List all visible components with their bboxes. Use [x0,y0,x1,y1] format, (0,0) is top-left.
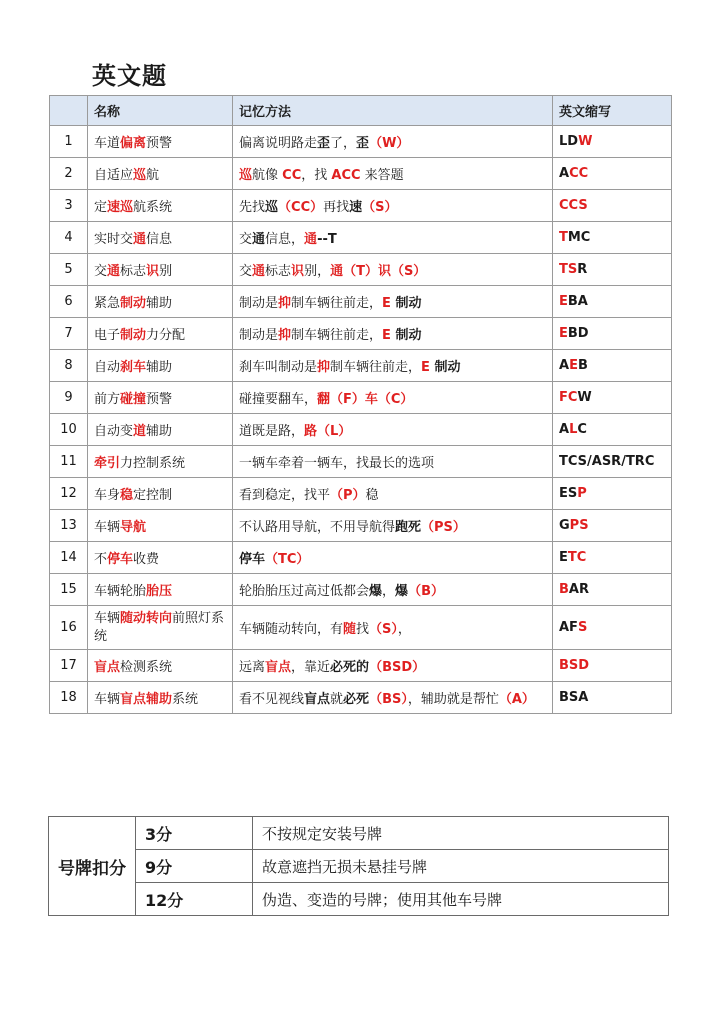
text-run: L [569,422,578,437]
text-run: （TC） [265,552,310,567]
memory-method-cell [233,446,553,478]
text-run: TCS/ASR/TRC [559,454,655,469]
text-run: 电子 [94,328,121,343]
name-cell [88,478,233,510]
text-run: BA [567,294,588,309]
text-run: 随动转向 [120,610,173,626]
abbreviation-cell [553,510,672,542]
text-run: 车辆 [94,610,121,626]
text-run: 自动变 [94,424,134,439]
text-run: BD [567,326,589,341]
table-row [49,817,669,850]
text-run: 制动 [429,360,461,375]
text-run: 必死 [343,692,370,707]
text-run: 自适应 [94,168,134,183]
text-run: R [577,262,588,277]
text-run: 定控制 [133,488,173,503]
table-row [50,350,672,382]
text-run: 盲点辅助 [120,692,173,707]
text-run: 稳 [365,488,379,503]
abbreviation-cell [553,478,672,510]
text-run: 制动 [390,328,422,343]
name-cell [88,190,233,222]
table-row [50,414,672,446]
name-cell [88,574,233,606]
name-cell [88,606,233,650]
text-run: 车辆 [94,692,121,707]
name-cell [88,414,233,446]
text-run: （BS） [369,692,408,707]
text-run: MC [567,230,591,245]
abbreviation-cell [553,650,672,682]
text-run: 系统 [172,692,199,707]
text-run: （A） [498,692,535,707]
abbreviation-cell [553,286,672,318]
abbreviation-cell [553,606,672,650]
text-run: W [577,390,592,405]
table-row [50,574,672,606]
desc-cell: 伪造、变造的号牌；使用其他车号牌 [253,883,669,916]
row-number: 18 [50,682,88,714]
memory-method-cell [233,286,553,318]
text-run: E [382,328,391,343]
text-run: 就 [330,692,344,707]
text-run: 盲点 [94,660,121,675]
name-cell [88,286,233,318]
table-row [50,446,672,478]
text-run: 轮胎胎压过高过低都会 [239,584,370,599]
text-run: 通 [252,232,266,247]
name-cell [88,350,233,382]
row-number: 3 [50,190,88,222]
text-run: 预警 [146,392,173,407]
text-run: 巡 [239,168,253,183]
row-number: 7 [50,318,88,350]
table-row [50,222,672,254]
text-run: 交 [94,264,108,279]
text-run: 碰撞要翻车， [239,392,318,407]
abbreviation-cell [553,190,672,222]
memory-method-cell [233,350,553,382]
desc-cell: 故意遮挡无损未悬挂号牌 [253,850,669,883]
text-run: （PS） [421,520,466,535]
text-run: CCS [559,198,588,213]
text-run: 巡 [133,168,147,183]
memory-method-cell [233,318,553,350]
text-run: 紧急 [94,296,121,311]
plate-category: 号牌扣分 [49,817,136,916]
abbreviation-cell [553,446,672,478]
table-row [50,650,672,682]
table-row [49,850,669,883]
acronym-table [49,95,672,714]
name-cell [88,542,233,574]
abbreviation-cell [553,254,672,286]
text-run: 前照灯系统 [94,610,225,644]
text-run: 实时交 [94,232,134,247]
text-run: 远离 [239,660,266,675]
text-run: FC [559,390,578,405]
text-run: 偏离说明路走 [239,136,318,151]
name-cell [88,510,233,542]
text-run: 制动 [120,328,147,343]
text-run: AF [559,620,578,635]
abbreviation-cell [553,682,672,714]
text-run: 制车辆往前走， [291,328,383,343]
memory-method-cell [233,478,553,510]
text-run: 道既是路， [239,424,305,439]
text-run: BSD [559,658,590,673]
text-run: 刹车叫制动是 [239,360,318,375]
text-run: CC [282,168,302,183]
text-run: 来答题 [360,168,404,183]
text-run: 力分配 [146,328,186,343]
text-run: B [559,582,569,597]
text-run: 道 [133,424,147,439]
abbreviation-cell [553,414,672,446]
memory-method-cell [233,606,553,650]
text-run: E [559,550,568,565]
header-name: 名称 [88,96,233,126]
text-run: 通 [252,264,266,279]
text-run: 看到稳定，找平 [239,488,331,503]
text-run: CC [569,166,589,181]
text-run: 牵引 [94,456,121,471]
memory-method-cell [233,126,553,158]
name-cell [88,682,233,714]
table-row [50,254,672,286]
text-run: 识 [291,264,305,279]
text-run: ，辅助就是帮忙 [407,692,499,707]
text-run: 抑 [317,360,331,375]
memory-method-cell [233,190,553,222]
text-run: 辅助 [146,360,173,375]
text-run: 车辆轮胎 [94,584,147,599]
text-run: S [577,620,588,635]
text-run: 标志 [265,264,292,279]
table-row [50,126,672,158]
row-number: 16 [50,606,88,650]
text-run: 必死的 [330,660,370,675]
text-run: 车辆 [94,520,121,535]
row-number: 2 [50,158,88,190]
memory-method-cell [233,510,553,542]
text-run: B [577,358,588,373]
points-cell: 3分 [136,817,253,850]
text-run: TS [559,262,578,277]
text-run: 检测系统 [120,660,173,675]
row-number: 12 [50,478,88,510]
text-run: 刹车 [120,360,147,375]
text-run: 信息， [265,232,305,247]
row-number: 8 [50,350,88,382]
text-run: 通（T）识（S） [330,264,427,279]
row-number: 14 [50,542,88,574]
text-run: --T [317,232,337,247]
text-run: ES [559,486,578,501]
text-run: 路（L） [304,424,352,439]
text-run: 胎压 [146,584,173,599]
text-run: 速 [349,200,363,215]
name-cell [88,382,233,414]
text-run: 制动 [120,296,147,311]
text-run: （B） [408,584,444,599]
text-run: 歪 [356,136,370,151]
name-cell [88,318,233,350]
page-title: 英文题 [92,62,167,90]
memory-method-cell [233,382,553,414]
text-run: 车辆随动转向，有 [239,622,344,637]
text-run: 跑死 [395,520,422,535]
text-run: P [577,486,587,501]
text-run: 标志 [120,264,147,279]
text-run: BSA [559,690,589,705]
text-run: 力控制系统 [120,456,186,471]
row-number: 1 [50,126,88,158]
memory-method-cell [233,682,553,714]
text-run: E [569,358,578,373]
text-run: E [559,294,568,309]
text-run: 巡 [265,200,279,215]
text-run: 盲点 [265,660,292,675]
table-row [50,286,672,318]
table-row [50,382,672,414]
text-run: ，找 [301,168,332,183]
row-number: 10 [50,414,88,446]
abbreviation-cell [553,574,672,606]
text-run: 了， [330,136,357,151]
row-number: 6 [50,286,88,318]
name-cell [88,254,233,286]
memory-method-cell [233,650,553,682]
text-run: （CC） [278,200,324,215]
text-run: 航像 [252,168,283,183]
text-run: 碰撞 [120,392,147,407]
text-run: 定 [94,200,108,215]
acronym-table-body [50,126,672,714]
table-row [50,190,672,222]
table-row [50,542,672,574]
text-run: 识 [146,264,160,279]
memory-method-cell [233,542,553,574]
text-run: 看不见视线 [239,692,305,707]
text-run: ， [382,584,396,599]
text-run: 再找 [323,200,350,215]
name-cell [88,126,233,158]
abbreviation-cell [553,222,672,254]
text-run: 导航 [120,520,147,535]
text-run: ACC [331,168,361,183]
text-run: T [559,230,568,245]
header-memory-method: 记忆方法 [233,96,553,126]
name-cell [88,222,233,254]
row-number: 13 [50,510,88,542]
text-run: 车身 [94,488,121,503]
text-run: W [578,134,593,149]
text-run: 不认路用导航，不用导航得 [239,520,396,535]
text-run: 停车 [239,552,266,567]
text-run: E [421,360,430,375]
table-row [49,883,669,916]
text-run: 前方 [94,392,121,407]
name-cell [88,158,233,190]
text-run: G [559,518,570,533]
header-index [50,96,88,126]
text-run: 制动是 [239,328,279,343]
row-number: 5 [50,254,88,286]
table-row [50,682,672,714]
text-run: LD [559,134,579,149]
text-run: 通 [304,232,318,247]
points-cell: 9分 [136,850,253,883]
memory-method-cell [233,414,553,446]
plate-penalty-table [48,816,669,916]
text-run: 盲点 [304,692,331,707]
desc-cell: 不按规定安装号牌 [253,817,669,850]
text-run: 别， [304,264,331,279]
table-row [50,478,672,510]
text-run: 制车辆往前走， [291,296,383,311]
text-run: （P） [330,488,366,503]
text-run: 先找 [239,200,266,215]
text-run: A [559,422,570,437]
row-number: 11 [50,446,88,478]
text-run: 抑 [278,328,292,343]
text-run: 停车 [107,552,134,567]
row-number: 15 [50,574,88,606]
abbreviation-cell [553,318,672,350]
table-row [50,606,672,650]
abbreviation-cell [553,350,672,382]
text-run: 不 [94,552,108,567]
memory-method-cell [233,222,553,254]
name-cell [88,650,233,682]
text-run: A [559,358,570,373]
row-number: 9 [50,382,88,414]
table-row [50,318,672,350]
table-row [50,510,672,542]
memory-method-cell [233,574,553,606]
text-run: 收费 [133,552,160,567]
text-run: （S） [369,622,398,637]
text-run: E [559,326,568,341]
text-run: 通 [107,264,121,279]
text-run: 辅助 [146,424,173,439]
table-header-row [50,96,672,126]
text-run: 自动 [94,360,121,375]
text-run: 爆 [395,584,409,599]
row-number: 4 [50,222,88,254]
text-run: （BSD） [369,660,426,675]
text-run: 航系统 [133,200,173,215]
text-run: 制车辆往前走， [330,360,422,375]
text-run: TC [567,550,587,565]
text-run: AR [568,582,589,597]
text-run: 通 [133,232,147,247]
text-run: C [577,422,587,437]
text-run: 别 [159,264,173,279]
text-run: 找 [356,622,370,637]
text-run: 信息 [146,232,173,247]
text-run: E [382,296,391,311]
abbreviation-cell [553,542,672,574]
text-run: 速巡 [107,200,134,215]
table-row [50,158,672,190]
text-run: 车道 [94,136,121,151]
text-run: 抑 [278,296,292,311]
text-run: 航 [146,168,160,183]
text-run: ，靠近 [291,660,331,675]
text-run: 歪 [317,136,331,151]
text-run: ， [397,622,411,637]
points-cell: 12分 [136,883,253,916]
text-run: 交 [239,232,253,247]
abbreviation-cell [553,126,672,158]
row-number: 17 [50,650,88,682]
text-run: 制动是 [239,296,279,311]
header-abbreviation: 英文缩写 [553,96,672,126]
text-run: （W） [369,136,410,151]
text-run: 偏离 [120,136,147,151]
text-run: 随 [343,622,357,637]
memory-method-cell [233,254,553,286]
text-run: 一辆车牵着一辆车，找最长的选项 [239,456,435,471]
memory-method-cell [233,158,553,190]
text-run: 爆 [369,584,383,599]
text-run: 制动 [390,296,422,311]
text-run: 预警 [146,136,173,151]
text-run: （S） [362,200,398,215]
name-cell [88,446,233,478]
text-run: 辅助 [146,296,173,311]
abbreviation-cell [553,158,672,190]
text-run: 翻（F）车（C） [317,392,414,407]
text-run: 交 [239,264,253,279]
abbreviation-cell [553,382,672,414]
text-run: PS [569,518,589,533]
text-run: A [559,166,570,181]
text-run: 稳 [120,488,134,503]
